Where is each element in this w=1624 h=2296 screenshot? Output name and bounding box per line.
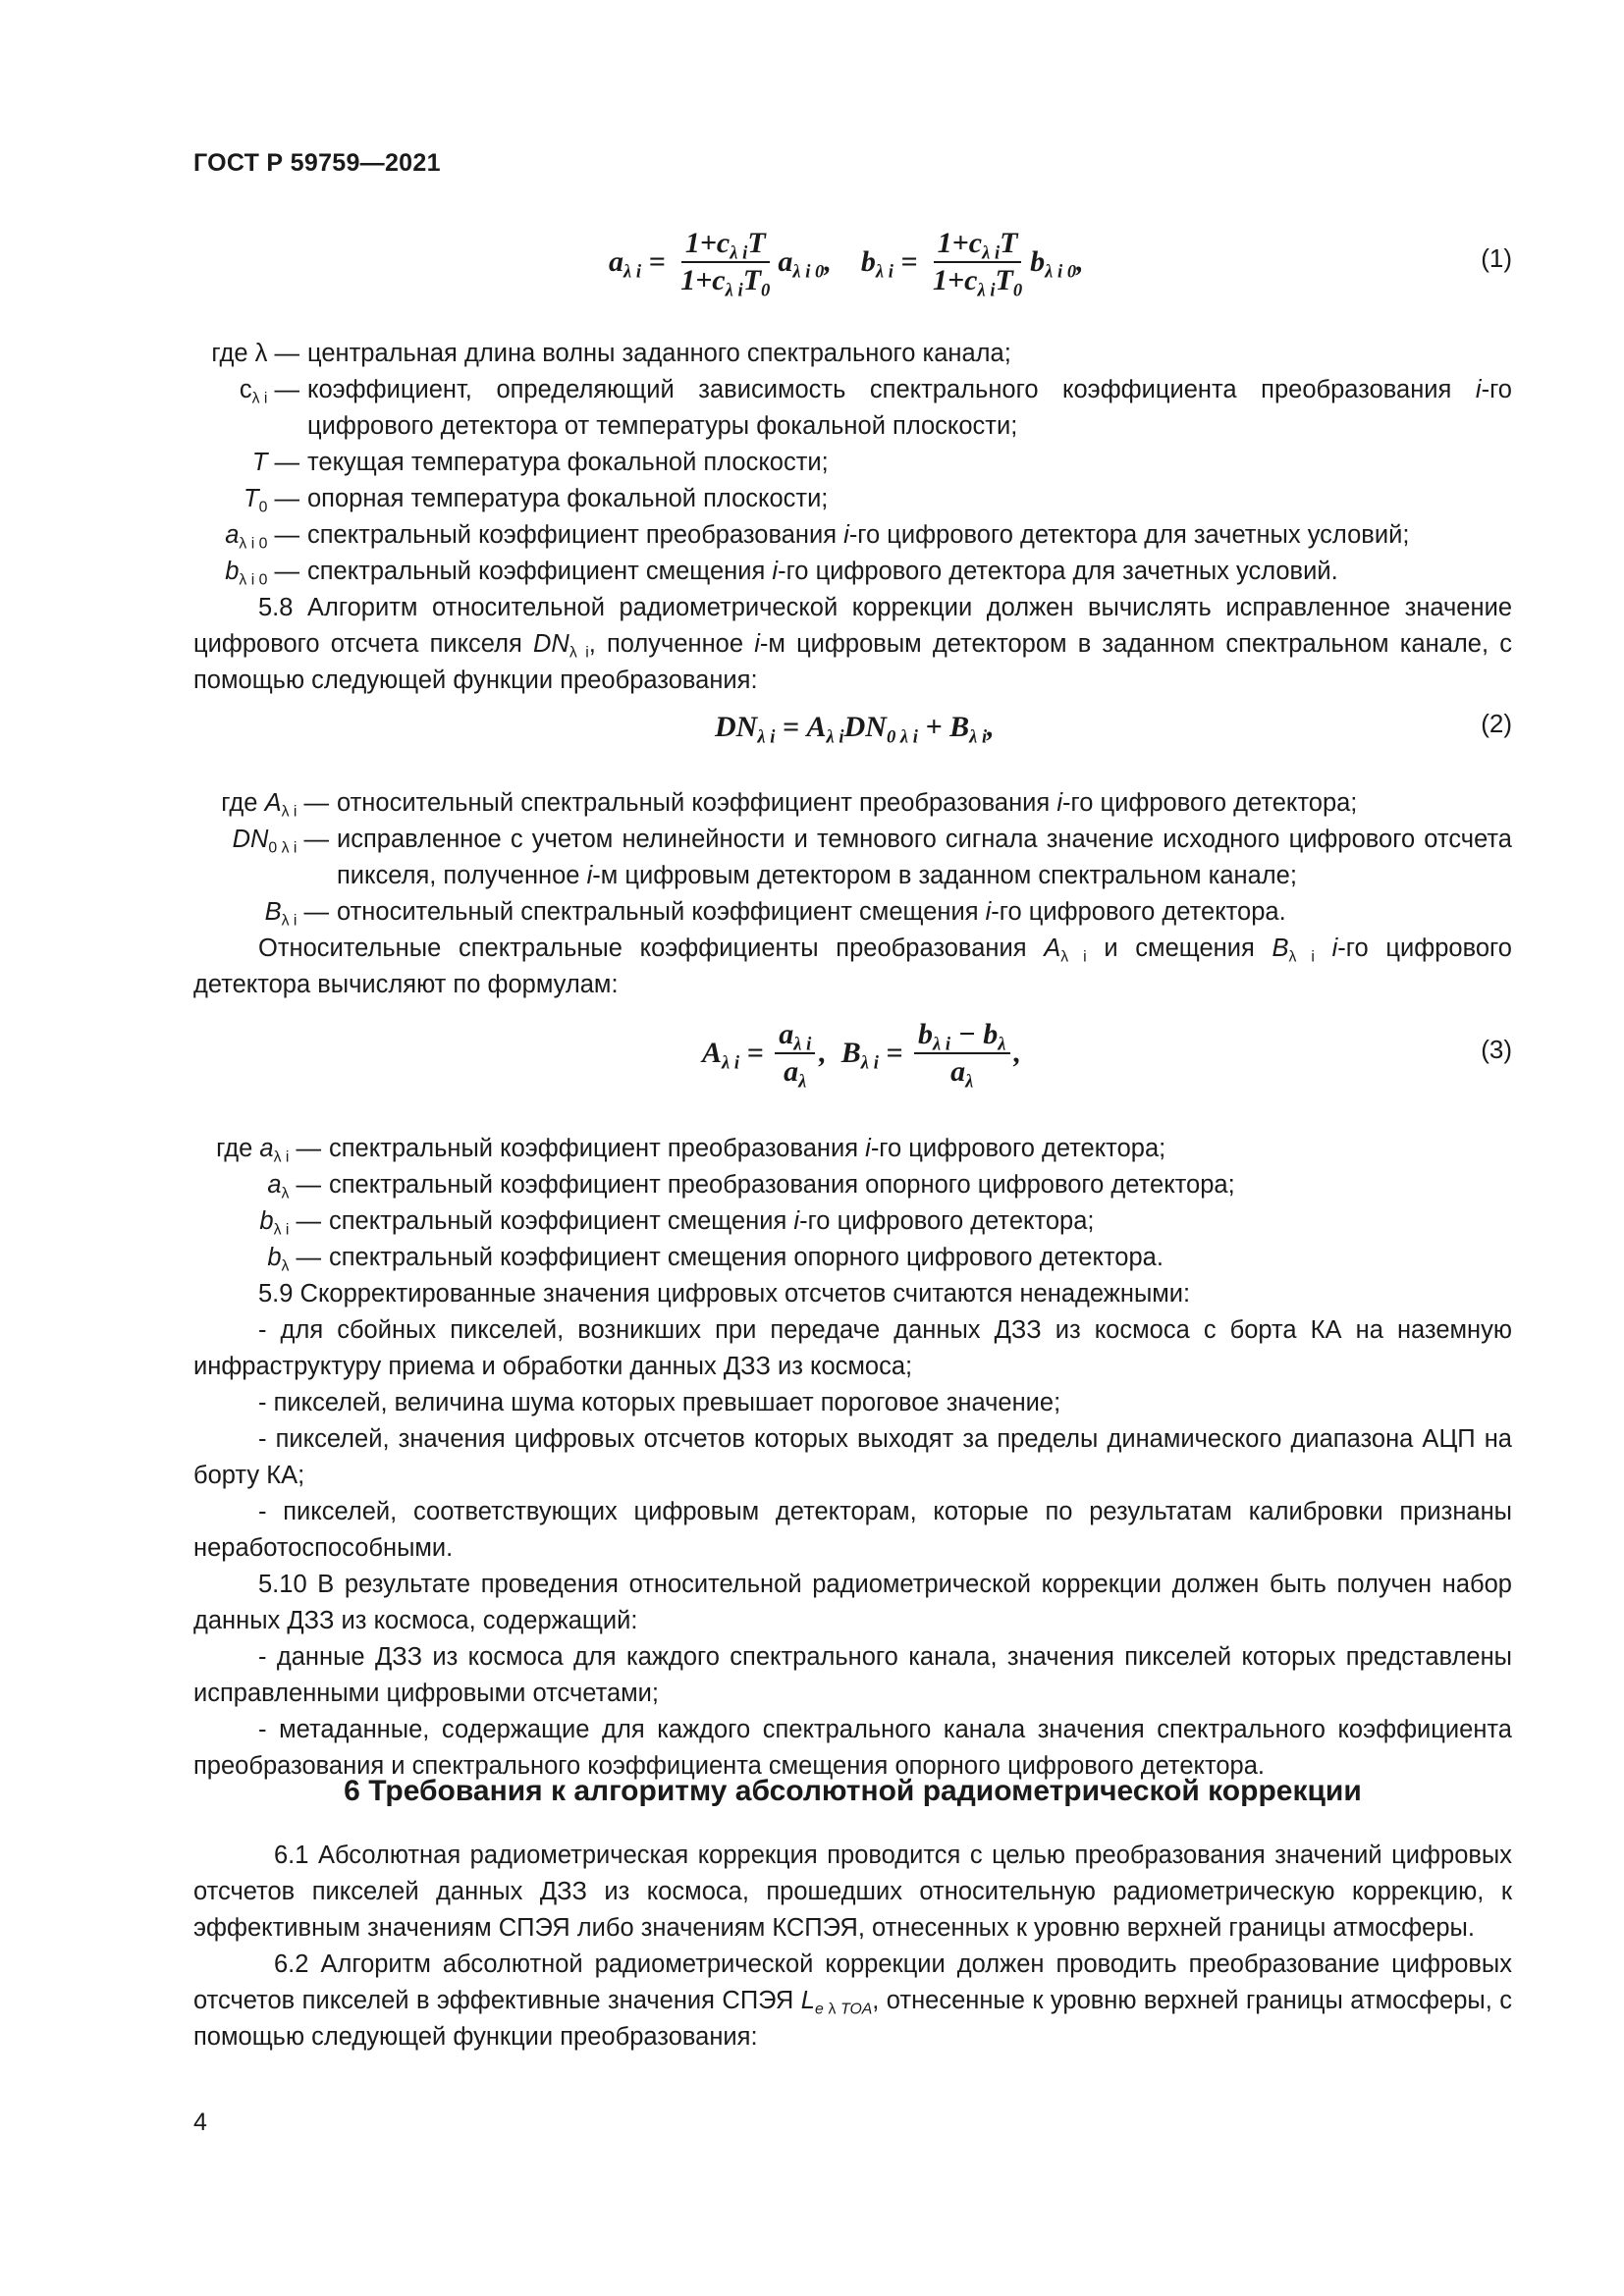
list-item: - для сбойных пикселей, возникших при передаче данных ДЗЗ из космоса с борта КА на наземную инфраструктуру приема и обработки данных ДЗЗ из космоса; <box>193 1316 1512 1380</box>
list-item: - данные ДЗЗ из космоса для каждого спектрального канала, значения пикселей которых представлены исправленными цифровыми отсчетами; <box>193 1643 1512 1707</box>
def-item <box>193 1203 1512 1240</box>
def-item <box>193 785 1512 822</box>
definitions-3 <box>193 1131 1512 1276</box>
def-item <box>193 336 1512 372</box>
list-item: - пикселей, величина шума которых превышает пороговое значение; <box>258 1389 1061 1416</box>
formula-2-body: $DN_{\lambda i} = A_{\lambda i}DN_{0 \lambda i} + B_{\lambda i}$, <box>715 711 995 748</box>
def-symbol: $B_{\lambda i}$ — <box>264 898 329 930</box>
def-text: спектральный коэффициент смещения i-го цифрового детектора; <box>329 1207 1095 1235</box>
def-text: спектральный коэффициент преобразования опорного цифрового детектора; <box>329 1171 1235 1199</box>
formula-2 <box>0 683 1624 772</box>
paragraph-relative: Относительные спектральные коэффициенты преобразования $A_{\lambda i}$ и смещения $B_{\lambda i}$ i-го цифрового детектора вычисляют по формулам: <box>193 934 1512 998</box>
def-item <box>193 1240 1512 1276</box>
def-symbol: $a_{\lambda i 0}$ — <box>225 521 299 553</box>
def-symbol: T — <box>251 449 299 476</box>
def-item <box>193 445 1512 481</box>
def-symbol: $DN_{0 \lambda i}$ — <box>232 826 329 857</box>
def-text: спектральный коэффициент смещения опорного цифрового детектора. <box>329 1244 1164 1271</box>
formula-3-number: (3) <box>1481 1035 1512 1064</box>
document-header: ГОСТ Р 59759—2021 <box>193 149 441 177</box>
def-symbol: $c_{\lambda i}$ — <box>239 376 299 407</box>
paragraph-5-9: 5.9 Скорректированные значения цифровых отсчетов считаются ненадежными: <box>258 1280 1191 1308</box>
list-item: - пикселей, значения цифровых отсчетов которых выходят за пределы динамического диапазона АЦП на борту КА; <box>193 1425 1512 1489</box>
def-symbol: $b_{\lambda i}$ — <box>259 1207 321 1239</box>
def-text: относительный спектральный коэффициент преобразования i-го цифрового детектора; <box>337 789 1358 817</box>
def-symbol: где $a_{\lambda i}$ — <box>216 1135 321 1166</box>
paragraph-5-8: 5.8 Алгоритм относительной радиометрической коррекции должен вычислять исправленное значение цифрового отсчета пикселя $DN_{\lambda i}$, полученное i-м цифровым детектором в заданном спектральном канале, с помощью следующей функции преобразования: <box>193 594 1512 694</box>
list-item: - метаданные, содержащие для каждого спектрального канала значения спектрального коэффициента преобразования и спектрального коэффициента смещения опорного цифрового детектора. <box>193 1716 1512 1780</box>
def-symbol: где λ — <box>211 340 299 367</box>
text-block-4 <box>193 1838 1512 2056</box>
definitions-2 <box>193 785 1512 931</box>
def-item <box>193 1131 1512 1167</box>
def-symbol: $T_0$ — <box>244 485 299 516</box>
text-block-2 <box>193 785 1512 1003</box>
def-symbol: где $A_{\lambda i}$ — <box>221 789 329 821</box>
def-text: опорная температура фокальной плоскости; <box>307 485 829 512</box>
def-text: спектральный коэффициент преобразования i-го цифрового детектора; <box>329 1135 1166 1162</box>
formula-1-body: $a_{\lambda i}$ = $\frac{1+c_{\lambda i}T}{1+c_{\lambda i}T_0}$ $a_{\lambda i 0}$, $b_{\lambda i}$ = $\frac{1+c_{\lambda i}T}{1+c_{\lambda i}T_0}$ $b_{\lambda i 0}$, <box>609 227 1084 301</box>
section-6-title: 6 Требования к алгоритму абсолютной радиометрической коррекции <box>344 1775 1362 1807</box>
text-block-3 <box>193 1131 1512 1785</box>
paragraph-5-10: 5.10 В результате проведения относительной радиометрической коррекции должен быть получен набор данных ДЗЗ из космоса, содержащий: <box>193 1571 1512 1634</box>
def-item <box>193 372 1512 445</box>
formula-3-body: $A_{\lambda i}$ = $\frac{a_{\lambda i}}{a_\lambda}$ , $B_{\lambda i}$ = $\frac{b_{\lambda i} - b_\lambda}{a_\lambda}$ , <box>702 1018 1022 1093</box>
text-block-1 <box>193 336 1512 699</box>
formula-2-number: (2) <box>1481 709 1512 738</box>
def-text: спектральный коэффициент преобразования i-го цифрового детектора для зачетных условий; <box>307 521 1410 549</box>
definitions-1 <box>193 336 1512 590</box>
def-symbol: $b_{\lambda i 0}$ — <box>225 558 299 589</box>
formula-3 <box>0 1009 1624 1097</box>
formula-1-number: (1) <box>1481 243 1512 273</box>
def-item <box>193 1167 1512 1203</box>
formula-1 <box>0 218 1624 306</box>
paragraph-6-1: 6.1 Абсолютная радиометрическая коррекция проводится с целью преобразования значений цифровых отсчетов пикселей данных ДЗЗ из космоса, прошедших относительную радиометрическую коррекцию, к эффективным значениям СПЭЯ либо значениям КСПЭЯ, отнесенных к уровню верхней границы атмосферы. <box>193 1842 1512 1942</box>
def-symbol: $b_\lambda$ — <box>267 1244 321 1275</box>
paragraph-6-2: 6.2 Алгоритм абсолютной радиометрической коррекции должен проводить преобразование цифровых отсчетов пикселей в эффективные значения СПЭЯ $L_{e \lambda TOA}$, отнесенные к уровню верхней границы атмосферы, с помощью следующей функции преобразования: <box>193 1950 1512 2051</box>
def-text: спектральный коэффициент смещения i-го цифрового детектора для зачетных условий. <box>307 558 1338 585</box>
def-item <box>193 481 1512 517</box>
def-item <box>193 554 1512 590</box>
def-text: текущая температура фокальной плоскости; <box>307 449 829 476</box>
page-number: 4 <box>193 2109 207 2136</box>
def-symbol: $a_\lambda$ — <box>267 1171 321 1202</box>
def-item <box>193 894 1512 931</box>
def-item <box>193 517 1512 554</box>
def-item <box>193 822 1512 894</box>
def-text: центральная длина волны заданного спектрального канала; <box>307 340 1011 367</box>
def-text: коэффициент, определяющий зависимость спектрального коэффициента преобразования i-го цифрового детектора от температуры фокальной плоскости; <box>307 376 1512 440</box>
def-text: исправленное с учетом нелинейности и темнового сигнала значение исходного цифрового отсчета пикселя, полученное i-м цифровым детектором в заданном спектральном канале; <box>337 826 1512 889</box>
list-item: - пикселей, соответствующих цифровым детекторам, которые по результатам калибровки признаны неработоспособными. <box>193 1498 1512 1562</box>
def-text: относительный спектральный коэффициент смещения i-го цифрового детектора. <box>337 898 1286 926</box>
